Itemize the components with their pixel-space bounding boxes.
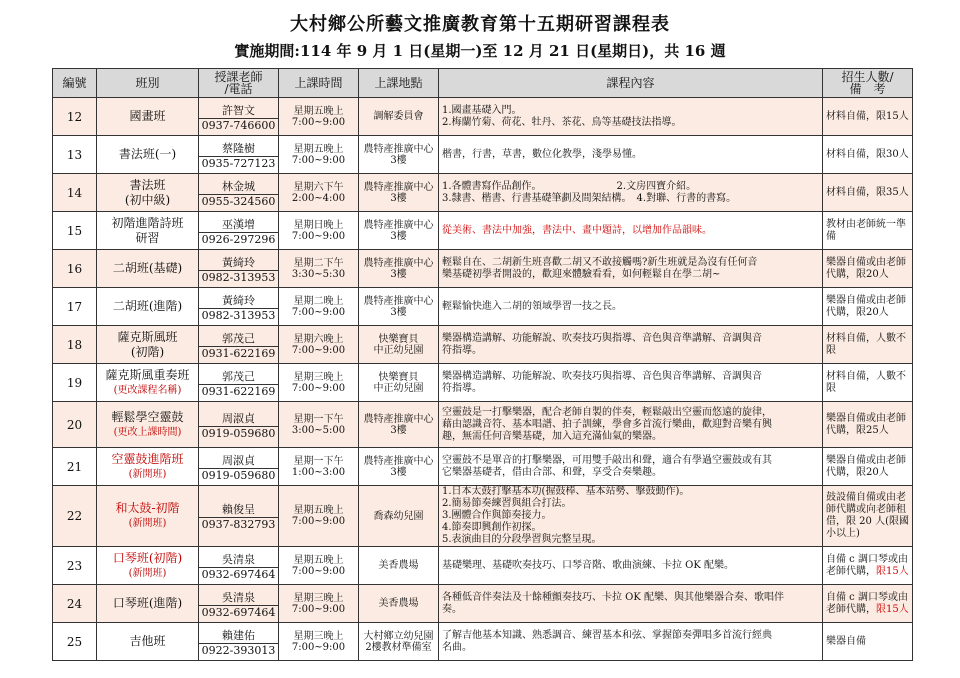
content-line: 3.團體合作與節奏接力。 bbox=[442, 510, 552, 521]
cell-teacher bbox=[199, 250, 279, 288]
teacher-phone: 0931-622169 bbox=[201, 346, 276, 360]
note-text: 樂器自備或由老師代購，限25人 bbox=[826, 412, 906, 436]
class-note: (更改上課時間) bbox=[113, 426, 182, 438]
table-row bbox=[53, 250, 913, 288]
page-subtitle: 實施期間:114 年 9 月 1 日(星期一)至 12 月 21 日(星期日)，共 16 週 bbox=[234, 42, 726, 60]
note-text: 材料自備，人數不限 bbox=[826, 370, 906, 394]
note-text: 樂器自備或由老師代購，限20人 bbox=[826, 294, 906, 318]
time-range: 1:00~3:00 bbox=[291, 466, 346, 478]
content-line: 2.梅蘭竹菊、荷花、牡丹、茶花、鳥等基礎技法指導。 bbox=[442, 116, 682, 128]
time-day: 星期六晚上 bbox=[293, 333, 344, 345]
header-class: 班別 bbox=[97, 69, 199, 98]
cell-location bbox=[359, 288, 439, 326]
cell-content bbox=[439, 448, 823, 486]
content-line: 楷書，行書，草書，數位化教學，淺學易懂。 bbox=[442, 148, 642, 160]
cell-class bbox=[97, 288, 199, 326]
time-day: 星期一下午 bbox=[293, 413, 344, 425]
note-text: 樂器自備或由老師代購，限20人 bbox=[826, 454, 906, 478]
time-day: 星期三晚上 bbox=[293, 371, 344, 383]
content-line: 5.表演曲目的分段學習與完整呈現。 bbox=[442, 534, 602, 545]
cell-class bbox=[97, 402, 199, 448]
location-detail: 3樓 bbox=[390, 466, 407, 478]
cell-note bbox=[823, 288, 913, 326]
time-range: 7:00~9:00 bbox=[291, 603, 346, 615]
table-row bbox=[53, 623, 913, 661]
cell-note bbox=[823, 98, 913, 136]
cell-note bbox=[823, 174, 913, 212]
location-name: 大村鄉立幼兒園 bbox=[363, 630, 434, 642]
teacher-name: 黃綺玲 bbox=[199, 292, 278, 309]
teacher-phone: 0919-059680 bbox=[201, 426, 276, 440]
table-row bbox=[53, 326, 913, 364]
teacher-box bbox=[199, 452, 278, 482]
class-name: 口琴班(初階) bbox=[112, 550, 183, 565]
note-text: 樂器自備或由老師代購，限20人 bbox=[826, 256, 906, 280]
cell-teacher bbox=[199, 212, 279, 250]
time-day: 星期五晚上 bbox=[293, 143, 344, 155]
time-range: 3:00~5:00 bbox=[291, 424, 346, 436]
location-name: 快樂寶貝 bbox=[378, 371, 419, 383]
time-day: 星期二下午 bbox=[293, 257, 344, 269]
cell-teacher bbox=[199, 402, 279, 448]
cell-location bbox=[359, 486, 439, 547]
table-body bbox=[53, 98, 913, 661]
cell-location bbox=[359, 623, 439, 661]
teacher-box bbox=[199, 330, 278, 360]
location-name: 調解委員會 bbox=[373, 111, 424, 122]
cell-content bbox=[439, 212, 823, 250]
cell-teacher bbox=[199, 547, 279, 585]
cell-location bbox=[359, 136, 439, 174]
cell-note bbox=[823, 547, 913, 585]
cell-num: 19 bbox=[53, 364, 97, 402]
location-detail: 中正幼兒園 bbox=[373, 344, 424, 356]
cell-note bbox=[823, 402, 913, 448]
note-text: 材料自備，限35人 bbox=[826, 186, 909, 198]
time-day: 星期一下午 bbox=[293, 455, 344, 467]
class-name: 和太鼓-初階 bbox=[115, 501, 180, 515]
cell-location bbox=[359, 326, 439, 364]
cell-num: 24 bbox=[53, 585, 97, 623]
header-content: 課程內容 bbox=[439, 69, 823, 98]
note-text: 教材由老師統一準備 bbox=[826, 218, 906, 242]
location-detail: 3樓 bbox=[390, 230, 407, 242]
cell-note bbox=[823, 585, 913, 623]
class-note: (新開班) bbox=[128, 468, 167, 480]
teacher-phone: 0919-059680 bbox=[201, 468, 276, 482]
cell-teacher bbox=[199, 585, 279, 623]
cell-time bbox=[279, 448, 359, 486]
cell-content bbox=[439, 136, 823, 174]
location-name: 快樂寶貝 bbox=[378, 333, 419, 345]
class-name: 二胡班(進階) bbox=[112, 299, 183, 313]
content-line: 基礎樂理、基礎吹奏技巧、口琴音階、歌曲演練、卡拉 OK 配樂。 bbox=[442, 559, 735, 571]
time-range: 7:00~9:00 bbox=[291, 641, 346, 653]
teacher-box bbox=[199, 551, 278, 581]
location-name: 農特產推廣中心 bbox=[363, 413, 434, 425]
cell-time bbox=[279, 486, 359, 547]
cell-teacher bbox=[199, 448, 279, 486]
cell-num: 16 bbox=[53, 250, 97, 288]
teacher-name: 蔡隆樹 bbox=[199, 140, 278, 157]
teacher-name: 郭茂己 bbox=[199, 330, 278, 347]
content-line: 從美術、書法中加強，書法中、畫中題詩，以增加作品韻味。 bbox=[442, 224, 712, 236]
content-line: 各種低音伴奏法及十餘種顫奏技巧、卡拉 OK 配樂、與其他樂器合奏、歌唱伴 bbox=[442, 591, 785, 603]
table-row bbox=[53, 136, 913, 174]
header-note-line1: 招生人數/ bbox=[841, 70, 894, 84]
teacher-name: 周淑貞 bbox=[199, 452, 278, 469]
content-line: 輕鬆自在、二胡新生班喜歡二胡又不敢接觸嗎?新生班就是為沒有任何音 bbox=[442, 256, 758, 268]
content-line: 1.各體書寫作品創作。 2.文房四寶介紹。 bbox=[442, 180, 697, 192]
note-text: 樂器自備 bbox=[826, 635, 866, 647]
teacher-box bbox=[199, 178, 278, 208]
cell-time bbox=[279, 547, 359, 585]
teacher-phone: 0982-313953 bbox=[201, 270, 276, 284]
note-text: 鼓設備自備或由老師代購或向老師租借，限 20 人(限國小以上) bbox=[826, 492, 909, 539]
cell-teacher bbox=[199, 326, 279, 364]
cell-teacher bbox=[199, 174, 279, 212]
teacher-name: 林金城 bbox=[199, 178, 278, 195]
teacher-phone: 0935-727123 bbox=[201, 156, 276, 170]
class-sub: (初階) bbox=[130, 344, 165, 359]
cell-class bbox=[97, 547, 199, 585]
content-line: 空靈鼓是一打擊樂器，配合老師自製的伴奏，輕鬆敲出空靈而悠遠的旋律， bbox=[442, 406, 772, 418]
time-range: 2:00~4:00 bbox=[291, 192, 346, 204]
cell-class bbox=[97, 364, 199, 402]
location-name: 農特產推廣中心 bbox=[363, 455, 434, 467]
content-line: 1.國畫基礎入門。 bbox=[442, 104, 522, 116]
time-day: 星期二晚上 bbox=[293, 295, 344, 307]
cell-note bbox=[823, 326, 913, 364]
location-name: 美香農場 bbox=[378, 560, 419, 571]
teacher-name: 吳清泉 bbox=[199, 551, 278, 568]
content-line: 樂基礎初學者開設的，歡迎來體驗看看，如何輕鬆自在學二胡~ bbox=[442, 268, 721, 280]
cell-note bbox=[823, 136, 913, 174]
cell-time bbox=[279, 250, 359, 288]
cell-note bbox=[823, 250, 913, 288]
cell-teacher bbox=[199, 98, 279, 136]
table-row bbox=[53, 364, 913, 402]
teacher-phone: 0932-697464 bbox=[201, 567, 276, 581]
teacher-box bbox=[199, 292, 278, 322]
cell-class bbox=[97, 448, 199, 486]
cell-time bbox=[279, 98, 359, 136]
course-table bbox=[52, 68, 913, 661]
cell-content bbox=[439, 623, 823, 661]
cell-content bbox=[439, 402, 823, 448]
cell-teacher bbox=[199, 623, 279, 661]
cell-num: 12 bbox=[53, 98, 97, 136]
cell-class bbox=[97, 326, 199, 364]
time-range: 3:30~5:30 bbox=[291, 268, 346, 280]
time-range: 7:00~9:00 bbox=[291, 565, 346, 577]
content-line: 樂器構造講解、功能解說、吹奏技巧與指導、音色與音準講解、音調與音 bbox=[442, 332, 762, 344]
teacher-name: 賴建佑 bbox=[199, 627, 278, 644]
cell-num: 18 bbox=[53, 326, 97, 364]
header-note bbox=[823, 69, 913, 98]
time-range: 7:00~9:00 bbox=[291, 116, 346, 128]
cell-note bbox=[823, 364, 913, 402]
cell-class bbox=[97, 623, 199, 661]
teacher-box bbox=[199, 589, 278, 619]
header-location: 上課地點 bbox=[359, 69, 439, 98]
teacher-name: 巫漢增 bbox=[199, 216, 278, 233]
note-highlight: 限15人 bbox=[876, 603, 909, 615]
time-range: 7:00~9:00 bbox=[291, 230, 346, 242]
cell-teacher bbox=[199, 364, 279, 402]
cell-location bbox=[359, 250, 439, 288]
location-name: 農特產推廣中心 bbox=[363, 295, 434, 307]
class-name: 薩克斯風重奏班 bbox=[105, 367, 190, 382]
cell-note bbox=[823, 212, 913, 250]
cell-class bbox=[97, 212, 199, 250]
page-title: 大村鄉公所藝文推廣教育第十五期研習課程表 bbox=[290, 14, 670, 35]
content-line: 名曲。 bbox=[442, 641, 472, 653]
cell-class bbox=[97, 250, 199, 288]
cell-class bbox=[97, 98, 199, 136]
note-text: 材料自備，限15人 bbox=[826, 110, 909, 122]
teacher-phone: 0937-832793 bbox=[201, 518, 276, 531]
cell-content bbox=[439, 174, 823, 212]
cell-num: 13 bbox=[53, 136, 97, 174]
cell-location bbox=[359, 585, 439, 623]
teacher-box bbox=[199, 368, 278, 398]
teacher-phone: 0932-697464 bbox=[201, 605, 276, 619]
time-range: 7:00~9:00 bbox=[291, 306, 346, 318]
cell-location bbox=[359, 448, 439, 486]
time-range: 7:00~9:00 bbox=[291, 516, 346, 527]
cell-time bbox=[279, 326, 359, 364]
class-name: 吉他班 bbox=[129, 634, 166, 648]
content-line: 空靈鼓不是單音的打擊樂器，可用雙手敲出和聲，適合有學過空靈鼓或有其 bbox=[442, 454, 772, 466]
class-name: 國畫班 bbox=[129, 109, 166, 123]
class-sub: (初中級) bbox=[124, 192, 171, 207]
header-teacher-line1: 授課老師 bbox=[214, 70, 263, 84]
teacher-box bbox=[199, 140, 278, 170]
cell-note bbox=[823, 623, 913, 661]
teacher-box bbox=[199, 410, 278, 440]
content-line: 3.隸書、楷書、行書基礎筆劃及間架結構。 4.對聯、行書的書寫。 bbox=[442, 192, 737, 204]
cell-time bbox=[279, 288, 359, 326]
table-row bbox=[53, 448, 913, 486]
header-note-line2: 備 考 bbox=[849, 82, 886, 96]
location-name: 農特產推廣中心 bbox=[363, 181, 434, 193]
time-day: 星期五晚上 bbox=[293, 505, 344, 516]
note-text: 材料自備，人數不限 bbox=[826, 332, 906, 356]
location-detail: 中正幼兒園 bbox=[373, 382, 424, 394]
cell-time bbox=[279, 174, 359, 212]
cell-content bbox=[439, 486, 823, 547]
time-day: 星期三晚上 bbox=[293, 630, 344, 642]
teacher-name: 黃綺玲 bbox=[199, 254, 278, 271]
cell-teacher bbox=[199, 136, 279, 174]
cell-time bbox=[279, 585, 359, 623]
location-detail: 3樓 bbox=[390, 154, 407, 166]
content-line: 輕鬆愉快進入二胡的領域學習一技之長。 bbox=[442, 300, 622, 312]
cell-num: 21 bbox=[53, 448, 97, 486]
location-name: 喬森幼兒園 bbox=[373, 510, 424, 522]
cell-num: 14 bbox=[53, 174, 97, 212]
cell-content bbox=[439, 547, 823, 585]
teacher-box bbox=[199, 627, 278, 657]
teacher-name: 周淑貞 bbox=[199, 410, 278, 427]
location-name: 農特產推廣中心 bbox=[363, 219, 434, 231]
teacher-box bbox=[199, 102, 278, 132]
header-teacher-line2: /電話 bbox=[224, 82, 253, 96]
note-text: 自備 c 調口琴或由老師代購， bbox=[826, 553, 908, 577]
cell-num: 25 bbox=[53, 623, 97, 661]
location-detail: 3樓 bbox=[390, 306, 407, 318]
class-name: 二胡班(基礎) bbox=[112, 261, 183, 275]
cell-num: 23 bbox=[53, 547, 97, 585]
teacher-name: 許智文 bbox=[199, 102, 278, 119]
cell-location bbox=[359, 212, 439, 250]
time-day: 星期日晚上 bbox=[293, 219, 344, 231]
location-detail: 3樓 bbox=[390, 424, 407, 436]
class-name: 口琴班(進階) bbox=[112, 596, 183, 610]
location-name: 美香農場 bbox=[378, 598, 419, 609]
location-name: 農特產推廣中心 bbox=[363, 143, 434, 155]
cell-time bbox=[279, 364, 359, 402]
class-name: 空靈鼓進階班 bbox=[111, 451, 184, 466]
cell-teacher bbox=[199, 486, 279, 547]
teacher-box bbox=[199, 254, 278, 284]
content-line: 符指導。 bbox=[442, 382, 482, 394]
note-text: 自備 c 調口琴或由老師代購， bbox=[826, 591, 908, 615]
class-note: (更改課程名稱) bbox=[113, 384, 182, 396]
class-note: (新開班) bbox=[128, 518, 167, 529]
teacher-phone: 0926-297296 bbox=[201, 232, 276, 246]
cell-num: 20 bbox=[53, 402, 97, 448]
class-name: 初階進階詩班 bbox=[111, 215, 184, 230]
content-line: 樂器構造講解、功能解說、吹奏技巧與指導、音色與音準講解、音調與音 bbox=[442, 370, 762, 382]
table-row bbox=[53, 98, 913, 136]
content-line: 藉由認識音符、基本唱譜、拍子訓練，學會多首流行樂曲，歡迎對音樂有興 bbox=[442, 418, 772, 430]
teacher-box bbox=[199, 216, 278, 246]
teacher-phone: 0982-313953 bbox=[201, 308, 276, 322]
cell-location bbox=[359, 402, 439, 448]
table-row bbox=[53, 585, 913, 623]
table-header-row bbox=[53, 69, 913, 98]
class-note: (新開班) bbox=[128, 567, 167, 579]
cell-class bbox=[97, 174, 199, 212]
cell-content bbox=[439, 250, 823, 288]
note-highlight: 限15人 bbox=[876, 565, 909, 577]
time-day: 星期五晚上 bbox=[293, 554, 344, 566]
content-line: 4.節奏即興創作初探。 bbox=[442, 522, 542, 533]
content-line: 1.日本太鼓打擊基本功(握鼓棒、基本站勢、擊鼓動作)。 bbox=[442, 486, 690, 497]
cell-note bbox=[823, 486, 913, 547]
content-line: 符指導。 bbox=[442, 344, 482, 356]
time-range: 7:00~9:00 bbox=[291, 382, 346, 394]
teacher-phone: 0931-622169 bbox=[201, 384, 276, 398]
time-range: 7:00~9:00 bbox=[291, 344, 346, 356]
cell-num: 17 bbox=[53, 288, 97, 326]
cell-teacher bbox=[199, 288, 279, 326]
teacher-phone: 0937-746600 bbox=[201, 118, 276, 132]
cell-content bbox=[439, 288, 823, 326]
cell-time bbox=[279, 402, 359, 448]
class-name: 薩克斯風班 bbox=[117, 329, 178, 344]
cell-time bbox=[279, 136, 359, 174]
time-day: 星期六下午 bbox=[293, 181, 344, 193]
location-detail: 3樓 bbox=[390, 268, 407, 280]
table-row bbox=[53, 547, 913, 585]
table-row bbox=[53, 402, 913, 448]
cell-location bbox=[359, 364, 439, 402]
teacher-box bbox=[199, 501, 278, 531]
cell-class bbox=[97, 585, 199, 623]
teacher-name: 郭茂己 bbox=[199, 368, 278, 385]
header-time: 上課時間 bbox=[279, 69, 359, 98]
class-name: 書法班(一) bbox=[118, 147, 177, 161]
cell-content bbox=[439, 326, 823, 364]
location-name: 農特產推廣中心 bbox=[363, 257, 434, 269]
note-text: 材料自備，限30人 bbox=[826, 148, 909, 160]
cell-content bbox=[439, 98, 823, 136]
time-day: 星期五晚上 bbox=[293, 105, 344, 117]
content-line: 了解吉他基本知識、熟悉調音、練習基本和弦、掌握節奏彈唱多首流行經典 bbox=[442, 629, 772, 641]
class-name: 輕鬆學空靈鼓 bbox=[111, 409, 184, 424]
cell-num: 22 bbox=[53, 486, 97, 547]
content-line: 趣，無需任何音樂基礎，加入這充滿仙氣的樂器。 bbox=[442, 430, 662, 442]
content-line: 2.簡易節奏練習與組合打法。 bbox=[442, 498, 572, 509]
teacher-name: 賴俊呈 bbox=[199, 501, 278, 518]
teacher-phone: 0955-324560 bbox=[201, 194, 276, 208]
cell-content bbox=[439, 364, 823, 402]
content-line: 它樂器基礎者，借由合部、和聲，享受合奏樂趣。 bbox=[442, 466, 662, 478]
header-teacher bbox=[199, 69, 279, 98]
cell-class bbox=[97, 136, 199, 174]
time-range: 7:00~9:00 bbox=[291, 154, 346, 166]
cell-time bbox=[279, 623, 359, 661]
cell-content bbox=[439, 585, 823, 623]
table-row bbox=[53, 174, 913, 212]
teacher-name: 吳清泉 bbox=[199, 589, 278, 606]
location-detail: 2樓教材準備室 bbox=[365, 641, 432, 653]
table-row bbox=[53, 212, 913, 250]
cell-class bbox=[97, 486, 199, 547]
teacher-phone: 0922-393013 bbox=[201, 643, 276, 657]
class-sub: 研習 bbox=[135, 230, 160, 245]
time-day: 星期三晚上 bbox=[293, 592, 344, 604]
cell-note bbox=[823, 448, 913, 486]
cell-num: 15 bbox=[53, 212, 97, 250]
table-row bbox=[53, 486, 913, 547]
header-num: 編號 bbox=[53, 69, 97, 98]
cell-location bbox=[359, 174, 439, 212]
cell-time bbox=[279, 212, 359, 250]
content-line: 奏。 bbox=[442, 603, 462, 615]
class-name: 書法班 bbox=[129, 177, 166, 192]
location-detail: 3樓 bbox=[390, 192, 407, 204]
cell-location bbox=[359, 547, 439, 585]
table-row bbox=[53, 288, 913, 326]
cell-location bbox=[359, 98, 439, 136]
